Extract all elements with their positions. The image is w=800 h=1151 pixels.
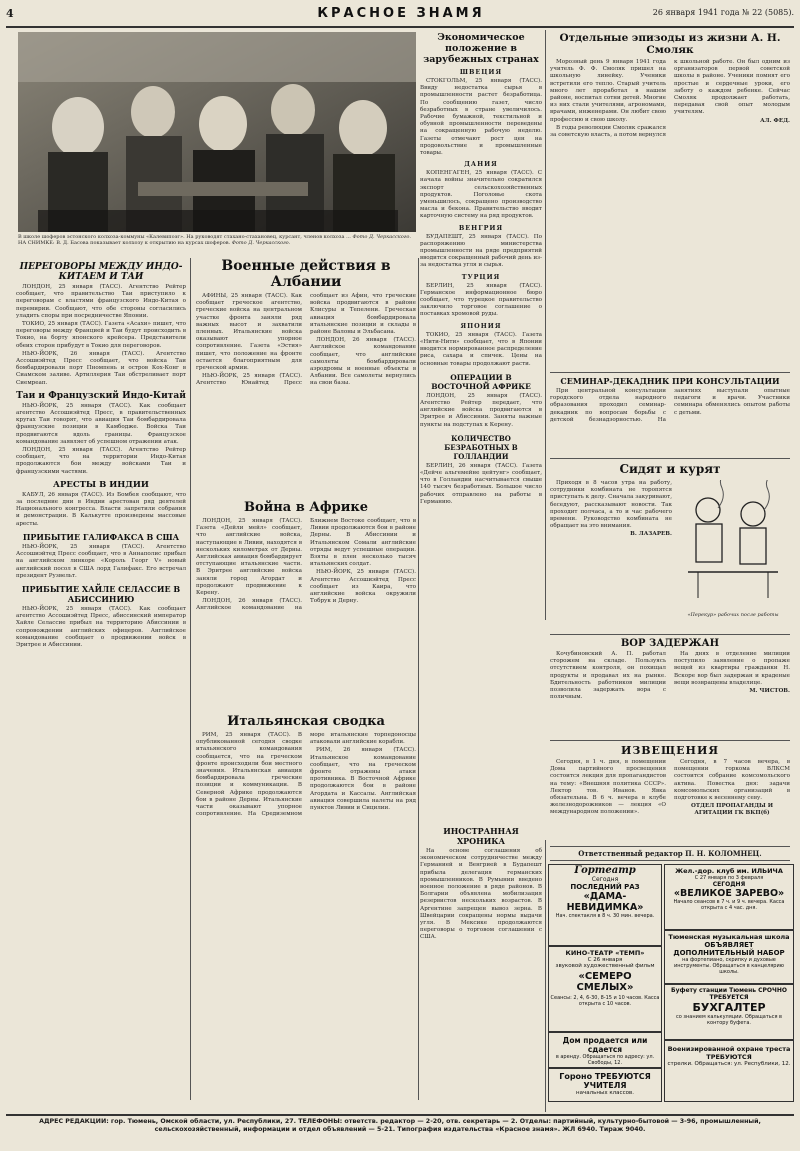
headline-smolyan: Отдельные эпизоды из жизни А. Н. Смоляк — [559, 32, 781, 56]
ad-teachers-title: Гороно ТРЕБУЮТСЯ УЧИТЕЛЯ — [559, 1072, 651, 1090]
article-japan — [420, 332, 542, 368]
sub-denmark: ДАНИЯ — [464, 160, 498, 169]
ad-theatre-play: «ДАМА-НЕВИДИМКА» — [566, 891, 644, 913]
signature: АЛ. ФЕД. — [760, 117, 790, 124]
thief-block — [550, 638, 790, 738]
article-talks — [16, 284, 186, 387]
cartoon-caption: «Перекур» рабочих после работы — [687, 612, 779, 618]
foreign-chronicle — [420, 826, 542, 1116]
headline-selassie: ПРИБЫТИЕ ХАЙЛЕ СЕЛАССИЕ В АБИССИНИЮ — [21, 583, 181, 604]
africa-block — [196, 500, 416, 710]
headline-thai: Таи и Французский Индо-Китай — [16, 390, 186, 401]
article-thai — [16, 403, 186, 476]
headline-notices: ИЗВЕЩЕНИЯ — [620, 744, 720, 757]
issue-date: 26 января 1941 года № 22 (5085). — [652, 8, 794, 17]
ad-teachers-text: начальных классов. — [576, 1090, 634, 1096]
sub-turkey: ТУРЦИЯ — [461, 272, 501, 281]
para: Морозный день 9 января 1941 года учитель Ф. Ф. Смоляк пришел на школьную линейку. Ученики встретили его тепло. Старый учитель много лет проработал в нашем районе, воспитал сотни детей. Многие из них стали учителями, агрономами, врачами, инженерами. Он любит свою профессию и свою школу. — [550, 59, 666, 123]
ad-kino-time: Сеансы: 2, 4, 6-30, 8-15 и 10 часов. Касса открыта с 10 часов. — [550, 995, 660, 1007]
headline-econ: Экономическое положение в зарубежных странах — [423, 32, 539, 65]
headline-albania: Военные действия в Албании — [221, 258, 391, 290]
article-smolyan — [550, 59, 790, 139]
headline-africa: Война в Африке — [243, 500, 369, 515]
headline-arrests: АРЕСТЫ В ИНДИИ — [53, 479, 149, 490]
para: НЬЮ-ЙОРК, 25 января (ТАСС). Как сообщает агентство Ассошиэйтед Пресс, абиссинский император Хайле Селассие прибыл на территорию Абиссинии в сопровождении английских офицеров. Английское командование сообщает о продвижении войск в Эритрее и Абиссинии. — [16, 605, 186, 648]
article-east-africa — [420, 393, 542, 429]
smoking-block — [550, 462, 790, 632]
ad-kino-desc: звуковой художественный фильм — [555, 963, 655, 969]
photo-caption-text: В школе шоферов эстонского колхоза-коммуны «Калевипоэг». На руководят стахано-стахановец, курсант, членов колхоза ... — [18, 234, 353, 240]
article-denmark — [420, 170, 542, 220]
section-rule — [550, 372, 790, 373]
para: На днях в отделение милиции поступило заявление о пропаже вещей из квартиры гражданки Н. Вскоре вор был задержан и краденые вещи возвращены владелице. — [674, 651, 790, 686]
para: КОПЕНГАГЕН, 25 января (ТАСС). С начала войны значительно сократился экспорт сельскохозяйственных продуктов. Поголовье скота уменьшилось, сокращено производство масла и бекона. Правительство вводит карточную систему на ряд продуктов. — [420, 170, 542, 220]
para: РИМ, 26 января (ТАСС). Итальянское командование сообщает, что на греческом фронте отражены атаки противника. В Восточной Африке продолжаются бои в районе Агордата и Кассалы. Английская авиация совершила налеты на ряд пунктов Ливии и Сицилии. — [310, 747, 416, 812]
col-rule — [418, 258, 419, 1100]
photo-block — [18, 32, 416, 250]
ad-buffet-big: БУХГАЛТЕР — [692, 1001, 766, 1014]
editor-line: Ответственный редактор П. Н. КОЛОМНЕЦ. — [550, 846, 790, 861]
ad-guard-title: Военизированной охране треста ТРЕБУЮТСЯ — [667, 1045, 791, 1061]
page-number: 4 — [6, 7, 14, 20]
article-selassie — [16, 606, 186, 649]
para: ЛОНДОН, 25 января (ТАСС). Агентство Рейтер сообщает, что правительство Таи приступило к переговорам с властями французского Индо-Китая о перемирии. Сообщают, что обе стороны согласились уладить споры при посредничестве Японии. — [16, 284, 186, 319]
sub-hungary: ВЕНГРИЯ — [458, 223, 504, 232]
econ-column — [420, 32, 542, 822]
headline-italy: Итальянская сводка — [227, 714, 385, 729]
sub-japan: ЯПОНИЯ — [460, 321, 502, 330]
ad-kino-name: КИНО-ТЕАТР «ТЕМП» — [565, 949, 645, 957]
ad-house — [548, 1032, 662, 1068]
para: ЛОНДОН, 25 января (ТАСС). Агентство Рейтер сообщает, что на территории Индо-Китая продолжаются бои между войсками Таи и французскими частями. — [16, 447, 186, 475]
para: НЬЮ-ЙОРК, 25 января (ТАСС). Агентство Юнайтед Пресс сообщает из Афин, что греческие войска продвигаются в районе Клисуры и Тепелени. Греческая авиация бомбардировала итальянские позиции и склады в районе Валоны и Эльбасана. — [196, 293, 416, 387]
smolyan-block — [550, 32, 790, 370]
sub-sweden: ШВЕЦИЯ — [459, 68, 503, 76]
left-column — [16, 262, 186, 1100]
ad-music — [664, 930, 794, 984]
ad-music-name: Тюменская музыкальная школа — [668, 933, 790, 941]
italy-block — [196, 714, 416, 1104]
headline-foreign: ИНОСТРАННАЯ ХРОНИКА — [443, 826, 519, 846]
signature: В. ЛАЗАРЕВ. — [630, 531, 672, 538]
para: БУДАПЕШТ, 25 января (ТАСС). По распоряжению министерства промышленности на ряде предприятий вводится сокращенный рабочий день из-за недостатка угля и сырья. — [420, 233, 542, 269]
masthead-rule — [6, 26, 794, 28]
article-albania — [196, 293, 416, 388]
ad-guard-text: стрелки. Обращаться: ул. Республики, 12. — [667, 1061, 791, 1067]
article-smoking — [550, 480, 672, 540]
photo-image — [18, 32, 416, 232]
ad-club — [664, 864, 794, 930]
photo-caption-credit-2: Фото Д. Черкасского. — [231, 240, 291, 247]
ad-club-today: СЕГОДНЯ — [712, 881, 746, 888]
ad-kino-date: С 26 января — [587, 957, 623, 963]
ad-theatre-last: ПОСЛЕДНИЙ РАЗ — [570, 883, 640, 891]
para: СТОКГОЛЬМ, 25 января (ТАСС). Ввиду недостатка сырья в промышленности растет безработица. По сообщению газет, число безработных в стране увеличилось. Рабочие бумажной, текстильной и обувной промышленности переведены на сокращенную рабочую неделю. Газеты отмечают рост цен на продовольствие и промышленные товары. — [420, 78, 542, 157]
ad-kino-film: «СЕМЕРО СМЕЛЫХ» — [576, 971, 634, 993]
article-foreign — [420, 848, 542, 942]
col-rule — [545, 840, 546, 1112]
article-hungary — [420, 234, 542, 270]
headline-talks: ПЕРЕГОВОРЫ МЕЖДУ ИНДО-КИТАЕМ И ТАИ — [19, 262, 183, 282]
headline-smoking: Сидят и курят — [619, 462, 721, 476]
photo-caption-credit: Фото Д. Черкасского. — [352, 234, 411, 240]
para: БЕРЛИН, 25 января (ТАСС). Германское информационное бюро сообщает, что турецкое правительство заключило торговое соглашение о поставках хромовой руды. — [420, 282, 542, 318]
ad-music-text: на фортепиано, скрипку и духовые инструменты. Обращаться в канцелярию школы. — [674, 957, 784, 975]
article-unemployed — [420, 463, 542, 506]
para: РИМ, 25 января (ТАСС). В опубликованной сегодня сводке итальянского командования сообщается, что на греческом фронте происходили бои местного значения. Итальянская авиация бомбардировала греческие позиции и коммуникации. В Северной Африке продолжаются бои в районе Дерны. Итальянские части оказывают упорное сопротивление. На Средиземном море итальянские торпедоносцы атаковали английские корабли. — [196, 732, 416, 818]
photo-caption — [18, 234, 416, 247]
para: При центральной консультации городского отдела народного образования проходил семинар-декадник по вопросам борьбы с детской безнадзорностью. На занятиях выступали опытные педагоги и врачи. Участники семинара обменялись опытом работы с детьми. — [550, 388, 790, 423]
para: КАБУЛ, 26 января (ТАСС). Из Бомбея сообщают, что за последние дни в Индии арестован ряд деятелей Национального конгресса. Власти запретили собрания и демонстрации. В Калькутте произведены массовые аресты. — [16, 491, 186, 527]
col-rule — [545, 30, 546, 620]
notices-org: ОТДЕЛ ПРОПАГАНДЫ И АГИТАЦИИ ГК ВКП(б) — [691, 803, 773, 817]
signature: М. ЧИСТОВ. — [749, 688, 790, 695]
article-africa — [196, 518, 416, 613]
para: ТОКИО, 25 января (ТАСС). Газета «Асахи» пишет, что переговоры между Францией и Таи будут происходить в Токио, на борту японского крейсера. Представители обеих сторон прибудут в Токио для переговоров. — [16, 321, 186, 349]
ad-theatre-name: Гортеатр — [574, 865, 636, 876]
article-notices — [550, 759, 790, 818]
para: Приходя в 8 часов утра на работу, сотрудники комбината не торопятся приступать к делу. Сначала закуривают, беседуют, рассказывают новости. Так проходит полчаса, а то и час рабочего времени. Руководство комбината не обращает на это внимания. — [550, 480, 672, 530]
section-rule — [550, 634, 790, 635]
article-seminar — [550, 388, 790, 424]
para: НЬЮ-ЙОРК, 26 января (ТАСС). Агентство Ассошиэйтед Пресс сообщает, что войска Таи бомбардировали порт Пномпень и остров Кох-Конг в Сиамском заливе. Артиллерия Таи обстреливает порт Сиемреап. — [16, 350, 186, 386]
para: АФИНЫ, 25 января (ТАСС). Как сообщает греческое агентство, греческие войска на центральном участке фронта заняли ряд важных высот и захватили пленных. Итальянские войска оказывают упорное сопротивление. Газета «Эстия» пишет, что положение на фронте остается благоприятным для греческой армии. — [196, 293, 302, 372]
headline-unemployed: КОЛИЧЕСТВО БЕЗРАБОТНЫХ В ГОЛЛАНДИИ — [444, 433, 518, 461]
article-turkey — [420, 283, 542, 319]
ad-guard — [664, 1040, 794, 1102]
headline-seminar: СЕМИНАР-ДЕКАДНИК ПРИ КОНСУЛЬТАЦИИ — [560, 376, 780, 386]
article-italy — [196, 732, 416, 818]
seminar-block — [550, 376, 790, 456]
para: На основе соглашения об экономическом сотрудничестве между Германией и Венгрией в Будапешт прибыла делегация германских промышленников. В Румынии введено военное положение в ряде районов. В Болгарии объявлена мобилизация резервистов нескольких возрастов. В Аргентине запрещен вывоз зерна. В Швейцарии сокращены нормы выдачи угля. В Мексике продолжаются переговоры о торговом соглашении с США. — [420, 848, 542, 941]
para: ЛОНДОН, 26 января (ТАСС). Английское командование на Ближнем Востоке сообщает, что в Ливии продолжаются бои в районе Дерны. В Абиссинии и Итальянском Сомали английские отряды ведут успешные операции. Взяты в плен несколько тысяч итальянских солдат. — [196, 518, 416, 612]
ad-theatre-today: Сегодня — [591, 876, 619, 883]
ad-club-name: Жел.-дор. клуб им. ИЛЬИЧА — [675, 867, 783, 875]
notices-block — [550, 744, 790, 844]
masthead — [6, 4, 794, 26]
ad-buffet-text: со знанием калькуляции. Обращаться в контору буфета. — [675, 1014, 783, 1026]
ad-buffet — [664, 984, 794, 1040]
ad-house-text: в аренду. Обращаться по адресу: ул. Свободы, 12. — [555, 1054, 655, 1066]
article-thief — [550, 651, 790, 701]
headline-halifax: ПРИБЫТИЕ ГАЛИФАКСА В США — [22, 531, 180, 542]
ad-theatre — [548, 864, 662, 946]
para: В годы революции Смоляк сражался за советскую власть, а потом вернулся к школьной работе. Он был одним из организаторов первой советской школы в районе. Ученики помнят его простые и сердечные уроки, его заботу о каждом ребенке. Сейчас Смоляк продолжает работать, передавая свой опыт молодым учителям. — [550, 59, 790, 139]
article-arrests — [16, 492, 186, 528]
ad-music-big: ОБЪЯВЛЯЕТ ДОПОЛНИТЕЛЬНЫЙ НАБОР — [673, 941, 785, 957]
para: НЬЮ-ЙОРК, 25 января (ТАСС). Как сообщает агентство Ассошиэйтед Пресс, в правительственных кругах Таи говорят, что авиация Таи бомбардировала французские позиции в Камбодже. Войска Таи продвигаются вдоль границы. Французское командование заявляет об успешном отражении атак. — [16, 402, 186, 445]
headline-east-africa: ОПЕРАЦИИ В ВОСТОЧНОЙ АФРИКЕ — [431, 372, 531, 391]
ad-club-time: Начало сеансов в 7 ч. и 9 ч. вечера. Касса открыта с 4 час. дня. — [673, 899, 785, 911]
para: ЛОНДОН, 25 января (ТАСС). Агентство Рейтер передает, что английские войска продвигаются в Эритрее и Абиссинии. Заняты важные пункты на подступах к Керену. — [420, 392, 542, 428]
para: Сегодня, в 7 часов вечера, в помещении горкома ВЛКСМ состоится собрание комсомольского актива. Повестка дня: задачи комсомольских организаций в подготовке к весеннему севу. — [674, 759, 790, 802]
para: НЬЮ-ЙОРК, 25 января (ТАСС). Агентство Ассошиэйтед Пресс сообщает, что в Аннаполис прибыл на английском линкоре «Король Георг V» новый английский посол в США лорд Галифакс. Его встречал президент Рузвельт. — [16, 543, 186, 579]
ad-club-date: С 27 января по 3 февраля — [694, 875, 764, 881]
col-rule — [190, 258, 191, 1100]
albania-block — [196, 258, 416, 496]
ad-club-film: «ВЕЛИКОЕ ЗАРЕВО» — [673, 888, 785, 899]
cartoon-illustration — [678, 480, 788, 608]
para: ТОКИО, 25 января (ТАСС). Газета «Нити-Нити» сообщает, что в Японии вводится нормированное распределение риса, сахара и спичек. Цены на основные товары продолжают расти. — [420, 331, 542, 367]
newspaper-title: КРАСНОЕ ЗНАМЯ — [317, 6, 485, 21]
ad-buffet-title: Буфету станции Тюмень СРОЧНО ТРЕБУЕТСЯ — [671, 987, 787, 1001]
section-rule — [550, 740, 790, 741]
photo-caption-text-2: НА СНИМКЕ: В. Д. Басова показывает колхозу к открытию на курсах шоферов. — [18, 240, 231, 247]
para: НЬЮ-ЙОРК, 25 января (ТАСС). Агентство Ассошиэйтед Пресс сообщает из Каира, что английские войска окружили Тобрук и Дерну. — [310, 569, 416, 605]
para: ЛОНДОН, 26 января (ТАСС). Английское командование сообщает, что английские самолеты бомбардировали аэродромы и военные объекты в Албании. Все самолеты вернулись на свои базы. — [310, 337, 416, 387]
ad-theatre-time: Нач. спектакля в 8 ч. 30 мин. вечера. — [555, 913, 655, 919]
article-sweden — [420, 78, 542, 157]
para: Кочубиновский А. П. работал сторожем на складе. Пользуясь отсутствием контроля, он похищал продукты и продавал их на рынке. Бдительность работников милиции позволила задержать вора с поличным. — [550, 651, 666, 701]
para: Сегодня, в 1 ч. дня, в помещении Дома партийного просвещения состоится лекция для пропагандистов на тему: «Внешняя политика СССР». Лектор тов. Иванов. Явка обязательна. В 6 ч. вечера в клубе железнодорожников — лекция «О международном положении». — [550, 759, 666, 816]
section-rule — [550, 458, 790, 459]
footer-rule — [6, 1114, 794, 1116]
para: ЛОНДОН, 25 января (ТАСС). Газета «Дейли мейл» сообщает, что английские войска, наступающие в Ливии, находятся в нескольких километрах от Дерны. Английская авиация бомбардирует отступающие итальянские части. В Эритрее английские войска заняли город Агордат и продолжают продвижение к Керену. — [196, 518, 302, 597]
headline-thief: ВОР ЗАДЕРЖАН — [620, 638, 720, 649]
article-halifax — [16, 544, 186, 580]
ad-house-title: Дом продается или сдается — [562, 1036, 648, 1054]
para: БЕРЛИН, 26 января (ТАСС). Газета «Дейче альгемейне цейтунг» сообщает, что в Голландии насчитывается свыше 140 тысяч безработных. Большое число рабочих отправлено на работы в Германию. — [420, 462, 542, 505]
cartoon — [678, 480, 788, 620]
ad-kino — [548, 946, 662, 1032]
footer-address: АДРЕС РЕДАКЦИИ: гор. Тюмень, Омской области, ул. Республики, 27. ТЕЛЕФОНЫ: ответств. редактор — 2-20, отв. секретарь — 2. Отделы: партийный, культурно-бытовой — 3-96, промышленный, сельскохозяйственный, информации и отдел объявлений — 5-21. Типография издательства «Красное знамя». ЖЛ 6940. Тираж 9040. — [39, 1118, 761, 1133]
ad-teachers — [548, 1068, 662, 1102]
